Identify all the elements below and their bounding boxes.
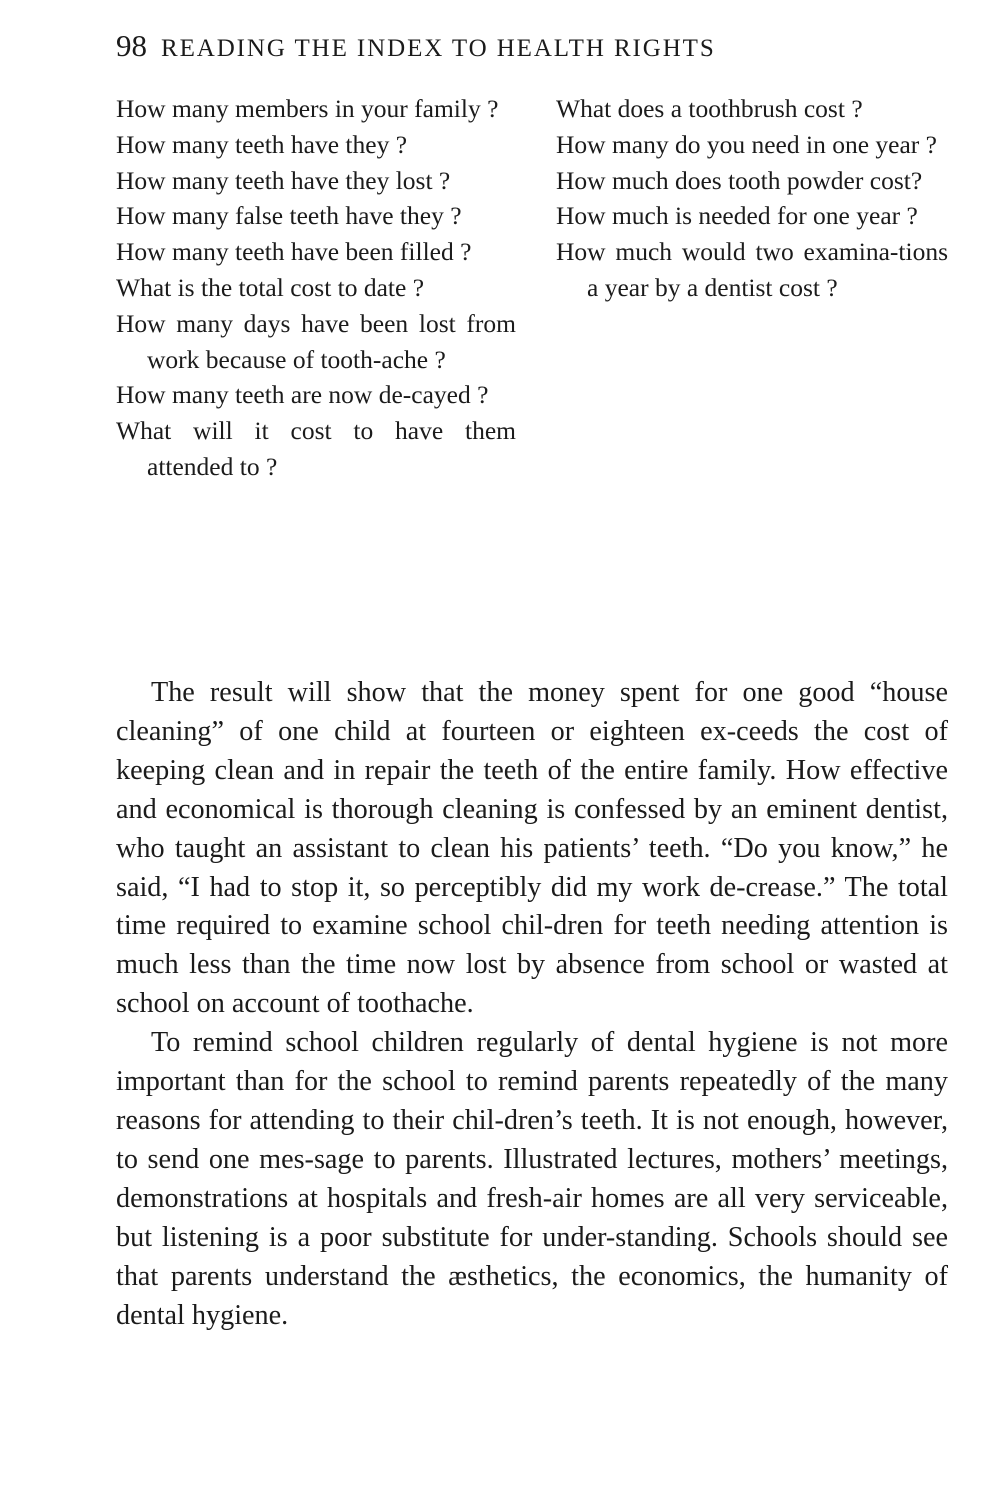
question-item: How many teeth are now de-cayed ? [116, 380, 489, 410]
running-title: READING THE INDEX TO HEALTH RIGHTS [161, 35, 716, 62]
question-item: How much is needed for one year ? [556, 201, 918, 231]
question-item: How many teeth have they ? [116, 129, 408, 159]
question-item: What does a toothbrush cost ? [556, 94, 863, 123]
page-number: 98 [116, 28, 147, 63]
question-item: How much does tooth powder cost? [556, 165, 923, 195]
question-item: How many members in your family ? [116, 94, 499, 123]
question-item: What will it cost to have them attended to ? [116, 416, 516, 481]
question-item: How many days have been lost from work because of tooth-ache ? [116, 308, 516, 374]
question-item: How many false teeth have they ? [116, 201, 462, 231]
question-item: How many do you need in one year ? [556, 129, 937, 159]
questions-left-column [116, 91, 516, 485]
paragraph: To remind school children regularly of dental hygiene is not more important than for the school to remind parents repeatedly of the many reasons for attending to their chil-dren’s teeth. It is not enough, however, to send one mes-sage to parents. Illustrated lectures, mothers’ meetings, demonstrations at hospitals and fresh-air homes are all very serviceable, but listening is a poor substitute for under-standing. Schools should see that parents understand the æsthetics, the economics, the humanity of dental hygiene. [116, 1027, 948, 1331]
body-text [116, 674, 948, 1335]
question-item: How many teeth have they lost ? [116, 165, 451, 195]
question-item: How many teeth have been filled ? [116, 237, 472, 267]
question-item: How much would two examina-tions a year by a dentist cost ? [556, 237, 948, 302]
page-header [116, 28, 916, 64]
questions-right-column [556, 91, 948, 306]
paragraph: The result will show that the money spent for one good “house cleaning” of one child at fourteen or eighteen ex-ceeds the cost of keeping clean and in repair the teeth of the entire family. How effective and economical is thorough cleaning is confessed by an eminent dentist, who taught an assistant to clean his patients’ teeth. “Do you know,” he said, “I had to stop it, so perceptibly did my work de-crease.” The total time required to examine school chil-dren for teeth needing attention is much less than the time now lost by absence from school or wasted at school on account of toothache. [116, 677, 948, 1020]
question-item: What is the total cost to date ? [116, 272, 425, 302]
